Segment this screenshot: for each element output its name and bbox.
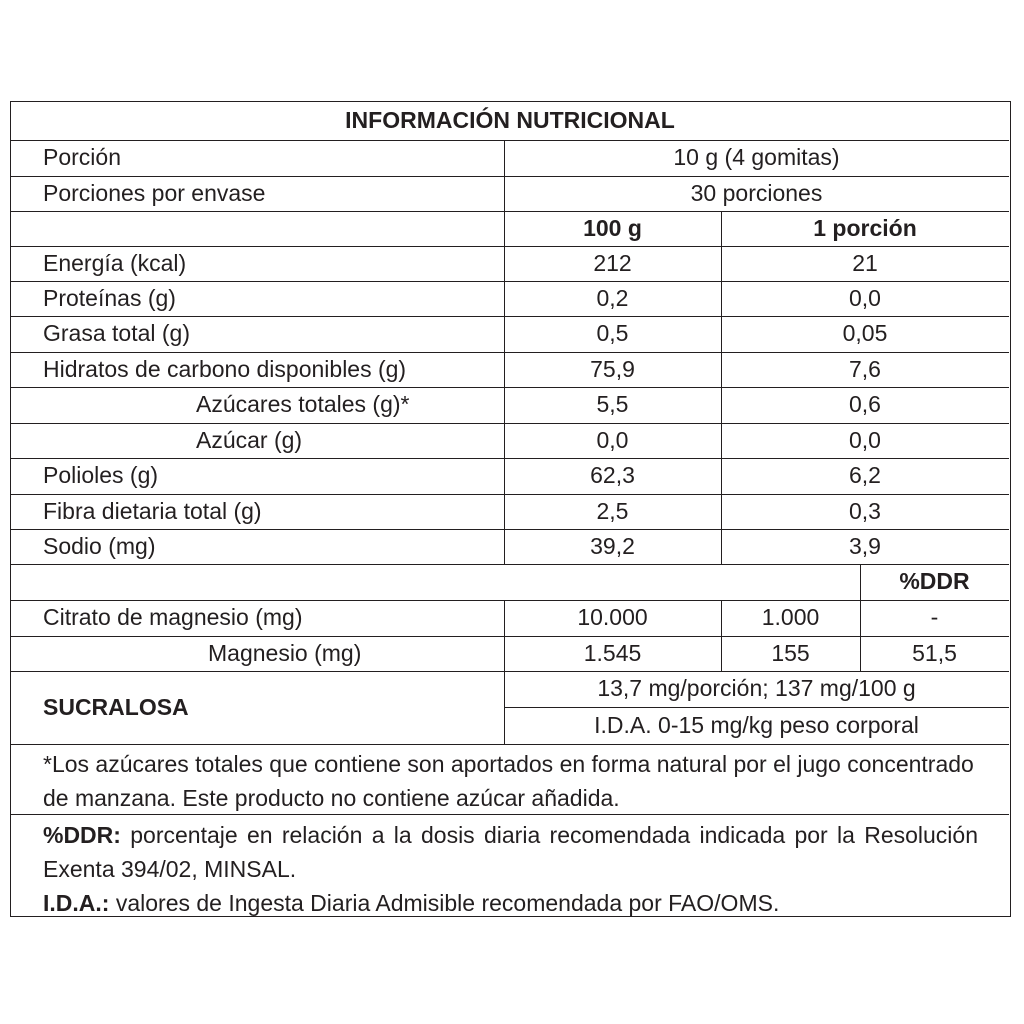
nutrient-value-serving: 3,9 [849,532,881,559]
footnote: *Los azúcares totales que contiene son aportados en forma natural por el jugo concentrado de manzana. Este producto no contiene azúcar añadida. [43,751,974,811]
nutrient-value-serving: 7,6 [849,355,881,382]
mineral-label-indented: Magnesio (mg) [208,639,362,666]
rule [11,281,1009,282]
column-header-100g: 100 g [583,214,642,241]
rule [721,600,722,671]
rule [11,387,1009,388]
rule [504,707,1009,708]
rule [11,140,1009,141]
rule [11,246,1009,247]
nutrient-value-100g: 2,5 [596,497,629,524]
definition-term: I.D.A.: [43,890,110,916]
rule [504,600,505,744]
nutrient-value-serving: 0,3 [849,497,881,524]
nutrient-label: Polioles (g) [43,462,159,489]
nutrient-value-100g: 0,2 [596,284,629,311]
rule [11,316,1009,317]
nutrient-value-serving: 21 [852,249,878,276]
nutrient-value-100g: 62,3 [590,462,635,489]
nutrient-value-100g: 5,5 [596,391,629,418]
nutrient-label: Fibra dietaria total (g) [43,497,262,524]
nutrient-label-indented: Azúcar (g) [196,426,303,453]
definition-ida [43,886,983,920]
nutrient-value-serving: 0,0 [849,284,881,311]
nutrient-value-serving: 0,05 [842,320,888,347]
column-header-ddr: %DDR [899,568,970,595]
mineral-value-ddr: 51,5 [912,639,957,666]
definition-text: valores de Ingesta Diaria Admisible recomendada por FAO/OMS. [109,890,780,916]
rule [11,494,1009,495]
sucralose-amount: 13,7 mg/porción; 137 mg/100 g [597,675,916,702]
rule [11,423,1009,424]
table-title: INFORMACIÓN NUTRICIONAL [345,107,675,134]
rule [11,211,1009,212]
servings-per-container-value: 30 porciones [690,179,823,206]
nutrient-value-100g: 39,2 [590,532,635,559]
nutrient-label: Energía (kcal) [43,249,187,276]
sucralose-ida: I.D.A. 0-15 mg/kg peso corporal [594,711,919,738]
definition-term: %DDR: [43,822,121,848]
rule [721,211,722,564]
definition-ddr [43,818,978,886]
nutrient-label: Sodio (mg) [43,532,156,559]
sucralose-label: SUCRALOSA [43,693,189,720]
serving-value: 10 g (4 gomitas) [673,144,840,171]
nutrient-value-100g: 0,0 [596,426,629,453]
column-header-serving: 1 porción [813,214,917,241]
rule [11,814,1009,815]
nutrient-label: Hidratos de carbono disponibles (g) [43,355,407,382]
nutrient-value-100g: 212 [593,249,632,276]
mineral-value-ddr: - [930,604,939,631]
nutrient-label: Grasa total (g) [43,320,190,347]
nutrient-label: Proteínas (g) [43,284,176,311]
nutrient-label-indented: Azúcares totales (g)* [196,391,410,418]
rule [11,671,1009,672]
rule [11,176,1009,177]
rule [11,744,1009,745]
rule [11,458,1009,459]
rule [860,564,861,671]
mineral-value-serving: 155 [771,639,810,666]
nutrient-value-100g: 75,9 [590,355,635,382]
nutrient-value-100g: 0,5 [596,320,629,347]
nutrient-value-serving: 0,0 [849,426,881,453]
rule [504,140,505,564]
definition-text: porcentaje en relación a la dosis diaria recomendada indicada por la Resolución Exenta 394/02, MINSAL. [43,822,978,882]
mineral-value-serving: 1.000 [761,604,820,631]
servings-per-container-label: Porciones por envase [43,179,266,206]
mineral-label: Citrato de magnesio (mg) [43,604,303,631]
rule [11,529,1009,530]
mineral-value-100g: 1.545 [583,639,642,666]
nutrition-facts-table [10,101,1011,917]
rule [11,352,1009,353]
serving-label: Porción [43,144,121,171]
nutrient-value-serving: 0,6 [849,391,881,418]
mineral-value-100g: 10.000 [577,604,648,631]
nutrient-value-serving: 6,2 [849,462,881,489]
